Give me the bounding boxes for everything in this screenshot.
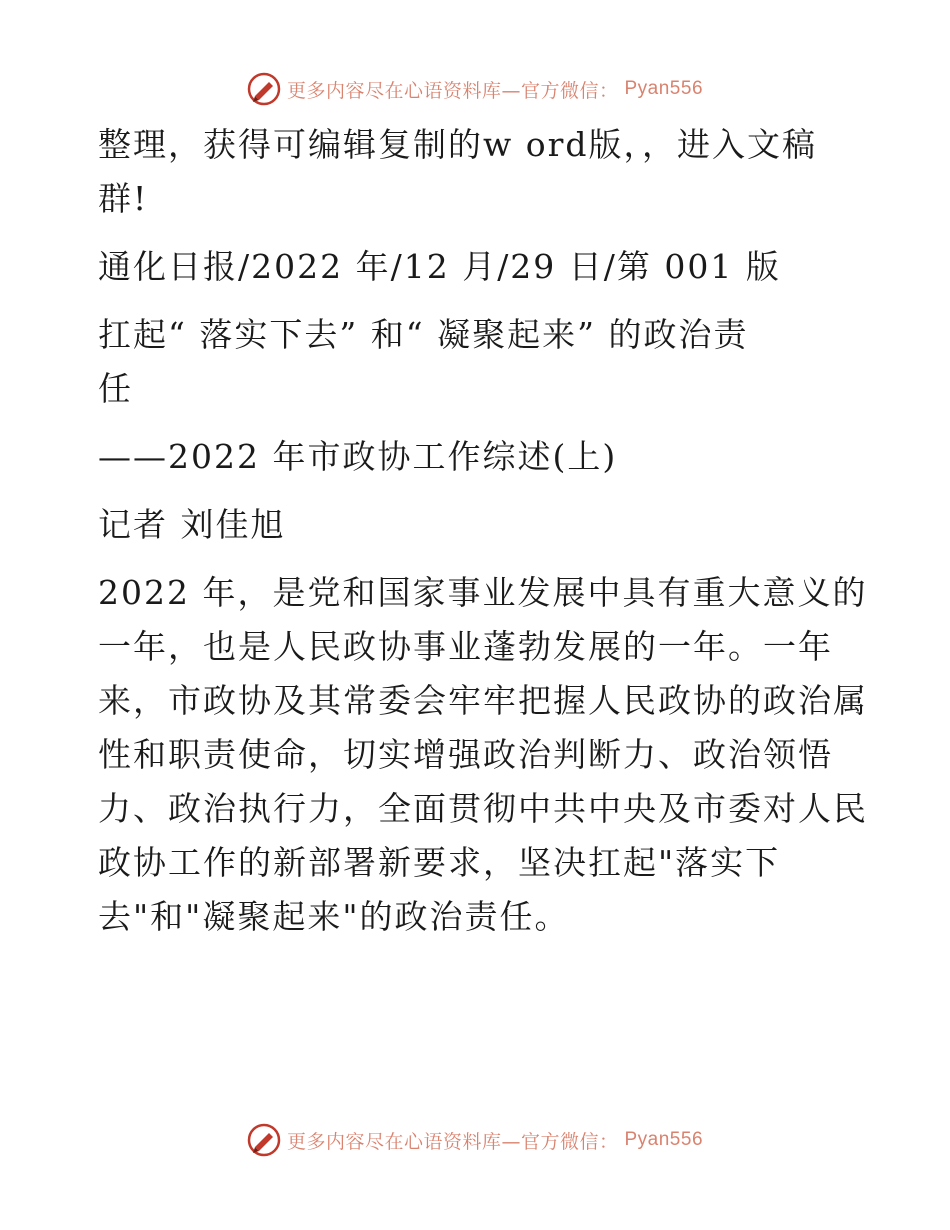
document-body [98,118,868,944]
intro-line-2: 群! [98,179,149,218]
source-line: 通化日报/2022 年/12 月/29 日/第 001 版 [98,247,781,286]
watermark-wechat-id: Pyan556 [624,78,704,99]
paragraph-line-1: 2022 年，是党和国家事业发展中具有重大意义的 [98,573,868,612]
paragraph-line-4: 性和职责使命，切实增强政治判断力、政治领悟 [98,735,833,774]
headline-line-2: 任 [98,369,133,408]
paragraph-line-7: 去"和"凝聚起来"的政治责任。 [98,897,570,936]
watermark-text: 更多内容尽在心语资料库—官方微信： [286,1130,619,1153]
paragraph-line-2: 一年，也是人民政协事业蓬勃发展的一年。一年 [98,627,833,666]
watermark-wechat-id: Pyan556 [624,1129,704,1150]
byline: 记者 刘佳旭 [98,505,286,544]
headline-line-1: 扛起“ 落实下去” 和“ 凝聚起来” 的政治责 [98,315,749,354]
header-watermark [0,72,950,106]
paragraph-line-6: 政协工作的新部署新要求，坚决扛起"落实下 [98,843,781,882]
footer-watermark [0,1123,950,1157]
subheadline: ——2022 年市政协工作综述(上) [98,437,618,476]
intro-line-1: 整理，获得可编辑复制的w ord版，，进入文稿 [98,125,818,164]
watermark-text: 更多内容尽在心语资料库—官方微信： [286,79,619,102]
paragraph-line-3: 来，市政协及其常委会牢牢把握人民政协的政治属 [98,681,868,720]
pen-logo-icon [247,1123,281,1157]
paragraph-line-5: 力、政治执行力，全面贯彻中共中央及市委对人民 [98,789,868,828]
pen-logo-icon [247,72,281,106]
